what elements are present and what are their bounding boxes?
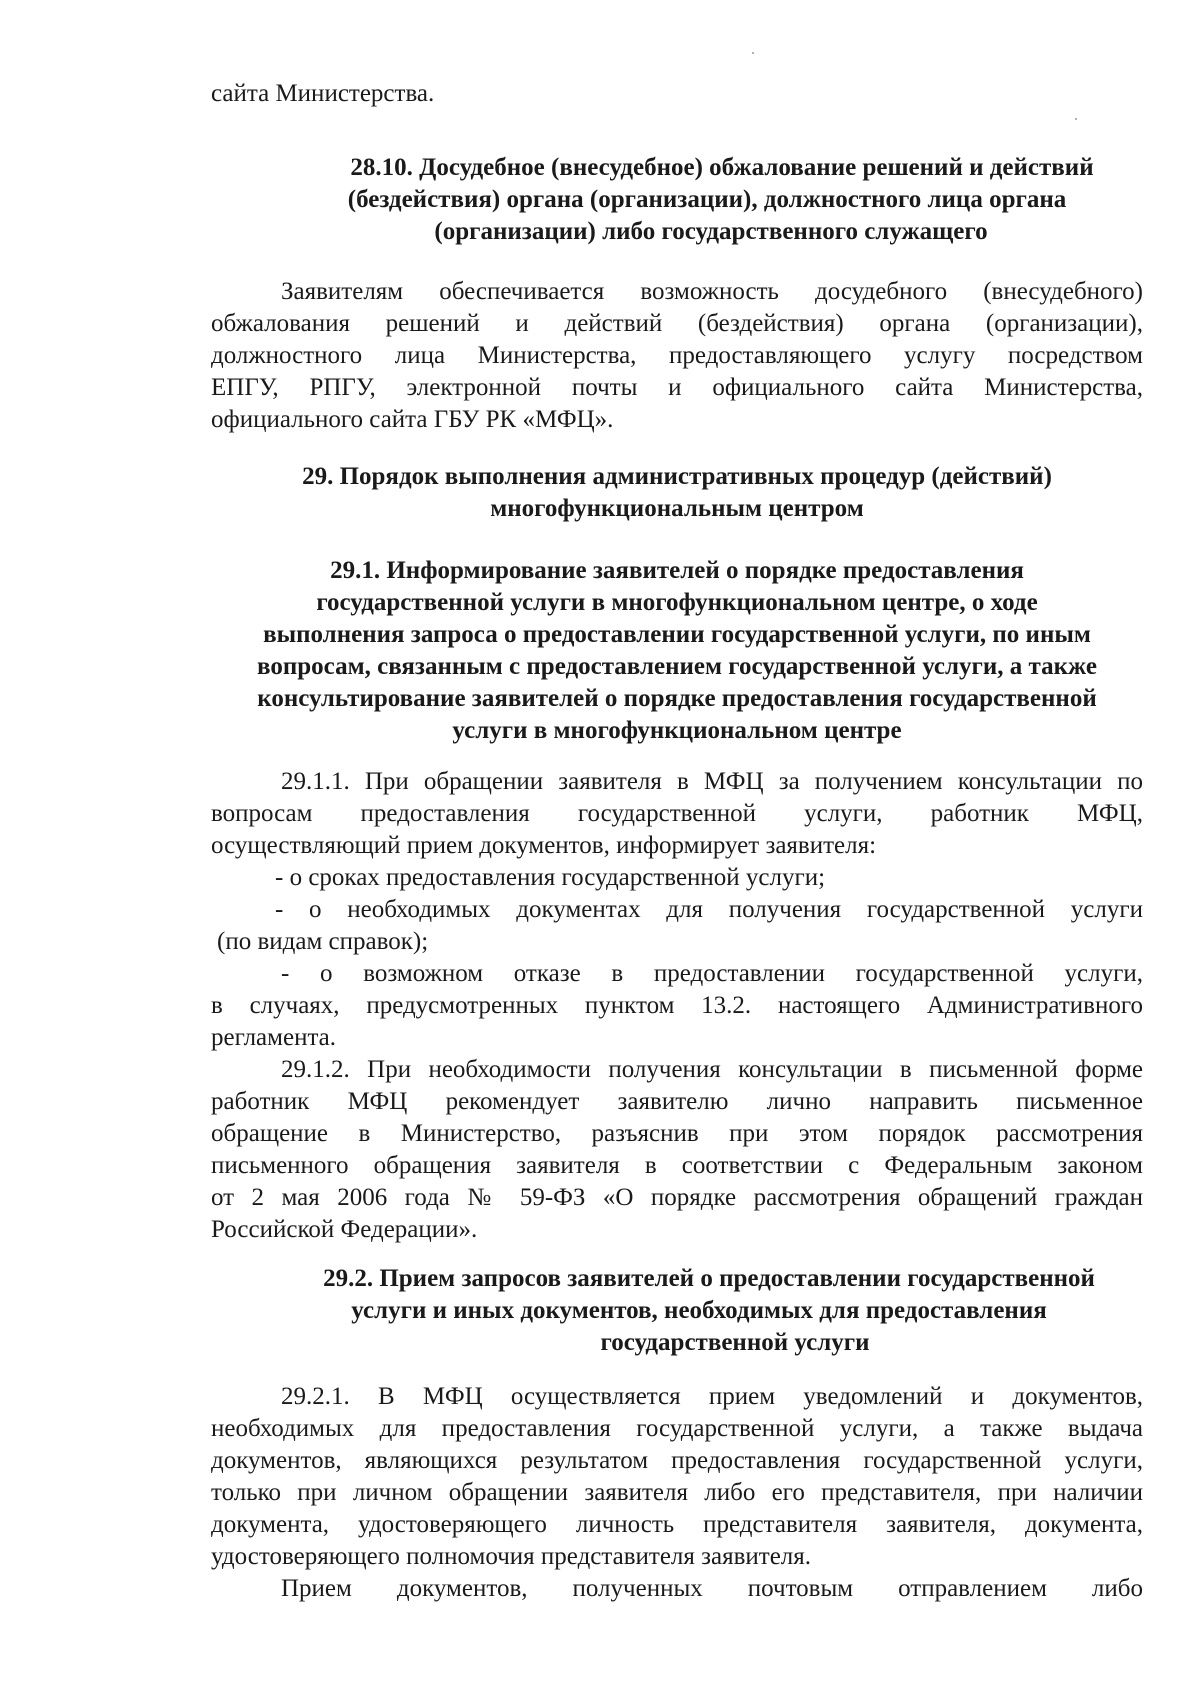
paragraph-29-2-1 (211, 1381, 1143, 1605)
heading-line: 29.1. Информирование заявителей о порядке предоставления (330, 557, 1024, 584)
section-heading-29 (211, 461, 1143, 525)
text-line: в случаях, предусмотренных пунктом 13.2. настоящего Административного (211, 992, 1143, 1019)
heading-line: (бездействия) органа (организации), должностного лица органа (347, 186, 1067, 213)
paragraph-29-1-1 (211, 766, 1143, 1054)
text-line: ЕПГУ, РПГУ, электронной почты и официального сайта Министерства, (211, 374, 1143, 401)
text-line: официального сайта ГБУ РК «МФЦ». (211, 406, 614, 433)
paragraph-29-1-2 (211, 1054, 1143, 1246)
heading-line: услуги в многофункциональном центре (452, 717, 902, 744)
text-line: обращение в Министерство, разъяснив при этом порядок рассмотрения (211, 1120, 1143, 1147)
text-line: от 2 мая 2006 года № 59-ФЗ «О порядке рассмотрения обращений граждан (211, 1184, 1143, 1211)
text-line: 29.1.1. При обращении заявителя в МФЦ за получением консультации по (281, 768, 1143, 795)
text-line: документов, являющихся результатом предоставления государственной услуги, (211, 1447, 1143, 1474)
section-heading-29-2 (211, 1263, 1143, 1359)
heading-line: государственной услуги (600, 1329, 870, 1356)
text-line: письменного обращения заявителя в соответствии с Федеральным законом (211, 1152, 1143, 1179)
heading-line: консультирование заявителей о порядке предоставления государственной (257, 685, 1097, 712)
heading-line: государственной услуги в многофункциональном центре, о ходе (316, 589, 1038, 616)
list-item: - о сроках предоставления государственной услуги; (275, 864, 826, 891)
text-line: (по видам справок); (217, 928, 429, 955)
text-line: регламента. (211, 1024, 337, 1051)
text-line: 29.1.2. При необходимости получения консультации в письменной форме (281, 1056, 1143, 1083)
heading-line: 29.2. Прием запросов заявителей о предоставлении государственной (323, 1265, 1095, 1292)
text-line: удостоверяющего полномочия представителя заявителя. (211, 1543, 812, 1570)
section-heading-29-1 (211, 555, 1143, 747)
heading-line: 28.10. Досудебное (внесудебное) обжалование решений и действий (350, 154, 1094, 181)
text-line: необходимых для предоставления государственной услуги, а также выдача (211, 1415, 1143, 1442)
text-line: Прием документов, полученных почтовым отправлением либо (281, 1575, 1143, 1602)
section-heading-28-10 (211, 152, 1143, 248)
paragraph-continuation (211, 78, 1143, 110)
scan-speck (752, 52, 754, 54)
text-line: вопросам предоставления государственной услуги, работник МФЦ, (211, 800, 1143, 827)
text-line: только при личном обращении заявителя либо его представителя, при наличии (211, 1479, 1143, 1506)
heading-line: выполнения запроса о предоставлении государственной услуги, по иным (263, 621, 1091, 648)
scan-speck (1075, 118, 1077, 120)
text-line: работник МФЦ рекомендует заявителю лично направить письменное (211, 1088, 1143, 1115)
list-item: - о возможном отказе в предоставлении государственной услуги, (281, 960, 1143, 987)
text-line: 29.2.1. В МФЦ осуществляется прием уведомлений и документов, (281, 1383, 1143, 1410)
heading-line: услуги и иных документов, необходимых для предоставления (351, 1297, 1047, 1324)
text-line: сайта Министерства. (211, 80, 435, 107)
heading-line: многофункциональным центром (490, 495, 864, 522)
text-line: Российской Федерации». (211, 1216, 478, 1243)
text-line: должностного лица Министерства, предоставляющего услугу посредством (211, 342, 1143, 369)
text-line: документа, удостоверяющего личность представителя заявителя, документа, (211, 1511, 1143, 1538)
heading-line: (организации) либо государственного служащего (434, 218, 988, 245)
text-line: Заявителям обеспечивается возможность досудебного (внесудебного) (281, 278, 1143, 305)
heading-line: 29. Порядок выполнения административных процедур (действий) (302, 463, 1052, 490)
list-item: - о необходимых документах для получения государственной услуги (275, 896, 1143, 923)
heading-line: вопросам, связанным с предоставлением государственной услуги, а также (257, 653, 1097, 680)
text-line: осуществляющий прием документов, информирует заявителя: (211, 832, 877, 859)
paragraph-appeal (211, 276, 1143, 436)
text-line: обжалования решений и действий (бездействия) органа (организации), (211, 310, 1143, 337)
